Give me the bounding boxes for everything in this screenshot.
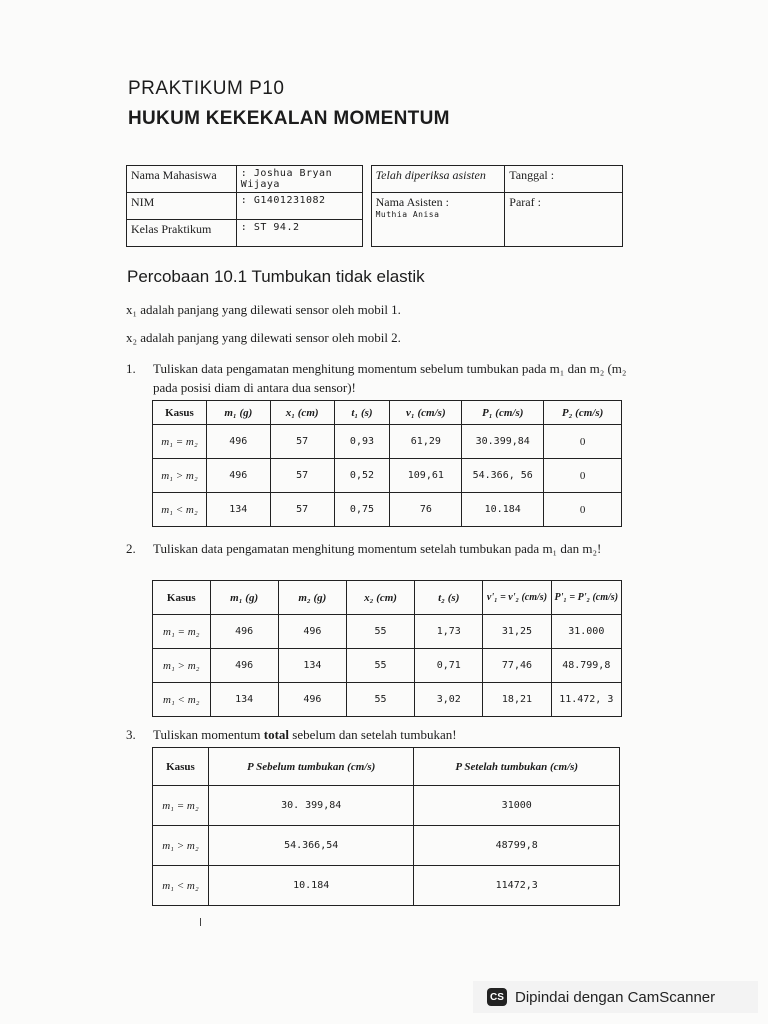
text-cursor-mark (200, 918, 201, 926)
q1-value-cell: 57 (270, 459, 334, 493)
camscanner-text: Dipindai dengan CamScanner (515, 988, 716, 1006)
q3-row (153, 826, 620, 866)
q1-case-cell: m₁ = m₂ (153, 425, 207, 459)
q2-value-cell: 18,21 (483, 683, 551, 717)
q1-value-cell: 0 (544, 493, 622, 527)
q1-case-cell: m₁ > m₂ (153, 459, 207, 493)
q2-value-cell: 496 (278, 615, 346, 649)
class-value: : ST 94.2 (236, 220, 362, 247)
q3-value-cell: 10.184 (208, 866, 414, 906)
q1-row (153, 493, 622, 527)
q3-header: P Setelah tumbukan (cm/s) (414, 748, 620, 786)
q2-value-cell: 55 (346, 615, 414, 649)
q1-value-cell: 134 (206, 493, 270, 527)
q1-value-cell: 57 (270, 425, 334, 459)
q1-header: v₁ (cm/s) (390, 401, 462, 425)
camscanner-logo-icon: CS (487, 988, 507, 1006)
q2-header: Kasus (153, 581, 211, 615)
q2-value-cell: 3,02 (415, 683, 483, 717)
q2-case-cell: m₁ = m₂ (153, 615, 211, 649)
q1-value-cell: 496 (206, 425, 270, 459)
q1-header: t₁ (s) (334, 401, 390, 425)
q3-header: P Sebelum tumbukan (cm/s) (208, 748, 414, 786)
q2-value-cell: 0,71 (415, 649, 483, 683)
camscanner-watermark (473, 981, 758, 1013)
q1-case-cell: m₁ < m₂ (153, 493, 207, 527)
nim-label: NIM (127, 193, 237, 220)
q2-row (153, 615, 622, 649)
q2-text: Tuliskan data pengamatan menghitung momentum setelah tumbukan pada m₁ dan m₂! (153, 541, 602, 556)
q3-number: 3. (126, 727, 136, 742)
q1-row (153, 459, 622, 493)
q2-value-cell: 31.000 (551, 615, 621, 649)
q2-value-cell: 1,73 (415, 615, 483, 649)
q2-value-cell: 55 (346, 649, 414, 683)
q1-value-cell: 10.184 (462, 493, 544, 527)
q2-value-cell: 134 (278, 649, 346, 683)
q1-value-cell: 0,93 (334, 425, 390, 459)
q1-value-cell: 0 (544, 425, 622, 459)
q2-case-cell: m₁ > m₂ (153, 649, 211, 683)
q2-row (153, 649, 622, 683)
q2-header: x₂ (cm) (346, 581, 414, 615)
q2-header: P'₁ = P'₂ (cm/s) (551, 581, 621, 615)
q1-table (152, 400, 622, 527)
q1-value-cell: 61,29 (390, 425, 462, 459)
q1-value-cell: 0,75 (334, 493, 390, 527)
q3-row (153, 786, 620, 826)
q2-header: v'₁ = v'₂ (cm/s) (483, 581, 551, 615)
page-title: PRAKTIKUM P10 (128, 78, 285, 99)
q2-value-cell: 11.472, 3 (551, 683, 621, 717)
q3-row (153, 866, 620, 906)
q3-value-cell: 11472,3 (414, 866, 620, 906)
q1-value-cell: 76 (390, 493, 462, 527)
q1-value-cell: 496 (206, 459, 270, 493)
q3-header: Kasus (153, 748, 209, 786)
q3-value-cell: 48799,8 (414, 826, 620, 866)
q1-text: Tuliskan data pengamatan menghitung momentum sebelum tumbukan pada m₁ dan m₂ (m₂ pada posisi diam di antara dua sensor)! (153, 361, 627, 395)
section-title: Percobaan 10.1 Tumbukan tidak elastik (127, 267, 425, 286)
q2-value-cell: 134 (210, 683, 278, 717)
name-value: : Joshua Bryan Wijaya (236, 166, 362, 193)
page-subtitle: HUKUM KEKEKALAN MOMENTUM (128, 108, 450, 129)
date-label: Tanggal : (505, 166, 623, 193)
q2-table (152, 580, 622, 717)
x1-description: x₁ adalah panjang yang dilewati sensor oleh mobil 1. (126, 302, 401, 317)
q1-value-cell: 30.399,84 (462, 425, 544, 459)
class-label: Kelas Praktikum (127, 220, 237, 247)
q1-header: P₁ (cm/s) (462, 401, 544, 425)
q2-number: 2. (126, 541, 136, 556)
student-info-table (126, 165, 623, 247)
q3-value-cell: 31000 (414, 786, 620, 826)
paraf-label: Paraf : (505, 193, 623, 247)
assistant-cell (371, 193, 505, 247)
q2-header: m₁ (g) (210, 581, 278, 615)
q2-header: m₂ (g) (278, 581, 346, 615)
q2-value-cell: 496 (210, 649, 278, 683)
q2-value-cell: 496 (210, 615, 278, 649)
q2-value-cell: 55 (346, 683, 414, 717)
q1-value-cell: 54.366, 56 (462, 459, 544, 493)
name-label: Nama Mahasiswa (127, 166, 237, 193)
q1-row (153, 425, 622, 459)
q3-value-cell: 30. 399,84 (208, 786, 414, 826)
q1-value-cell: 57 (270, 493, 334, 527)
q2-value-cell: 496 (278, 683, 346, 717)
q1-header: Kasus (153, 401, 207, 425)
assistant-name: Muthia Anisa (375, 210, 440, 219)
q3-case-cell: m₁ < m₂ (153, 866, 209, 906)
q1-header: m₁ (g) (206, 401, 270, 425)
q2-value-cell: 31,25 (483, 615, 551, 649)
q3-case-cell: m₁ = m₂ (153, 786, 209, 826)
q1-header: P₂ (cm/s) (544, 401, 622, 425)
q3-table (152, 747, 620, 906)
q2-value-cell: 48.799,8 (551, 649, 621, 683)
q1-value-cell: 0,52 (334, 459, 390, 493)
x2-description: x₂ adalah panjang yang dilewati sensor oleh mobil 2. (126, 330, 401, 345)
q3-case-cell: m₁ > m₂ (153, 826, 209, 866)
checked-by-label: Telah diperiksa asisten (371, 166, 505, 193)
q1-number: 1. (126, 361, 136, 376)
assistant-label: Nama Asisten : (375, 195, 449, 209)
q2-case-cell: m₁ < m₂ (153, 683, 211, 717)
q1-value-cell: 0 (544, 459, 622, 493)
q1-value-cell: 109,61 (390, 459, 462, 493)
q2-header: t₂ (s) (415, 581, 483, 615)
q2-value-cell: 77,46 (483, 649, 551, 683)
q2-row (153, 683, 622, 717)
q3-text: Tuliskan momentum total sebelum dan setelah tumbukan! (153, 727, 457, 742)
q1-header: x₁ (cm) (270, 401, 334, 425)
q3-value-cell: 54.366,54 (208, 826, 414, 866)
nim-value: : G1401231082 (236, 193, 362, 220)
